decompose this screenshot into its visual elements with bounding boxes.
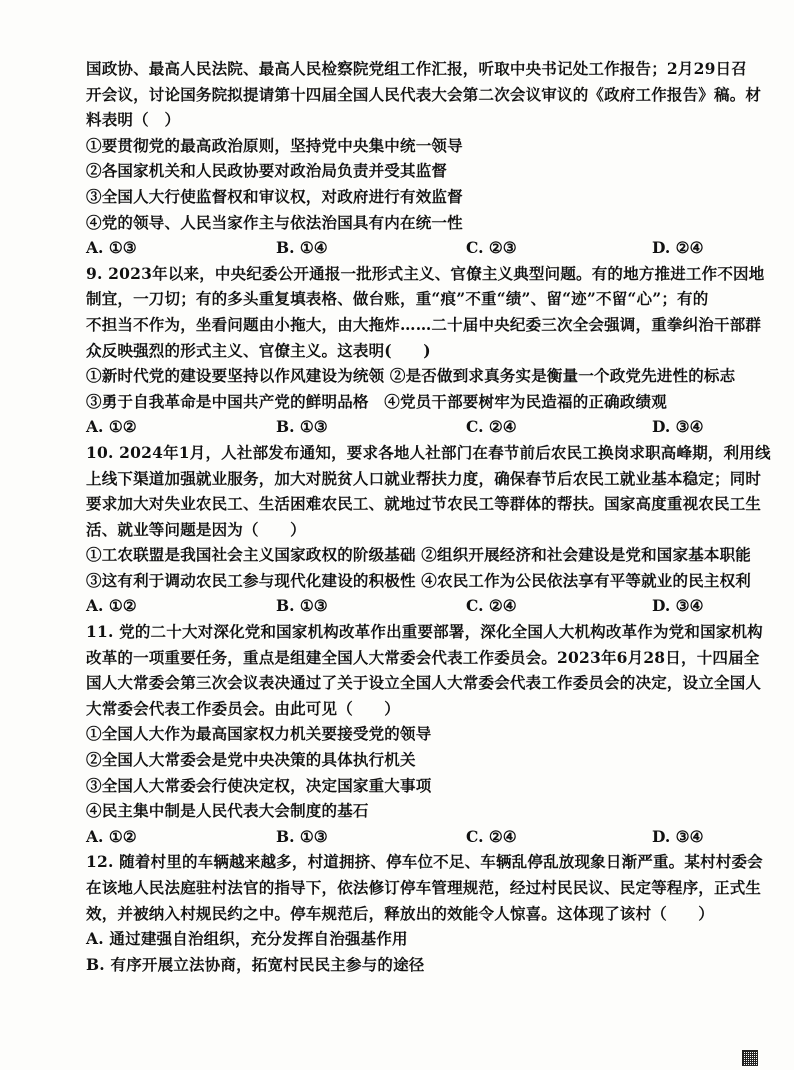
q8-stem-line-1: 国政协、最高人民法院、最高人民检察院党组工作汇报，听取中央书记处工作报告；2月29日召 <box>86 59 747 78</box>
q10-stem-line-2: 上线下渠道加强就业服务，加大对脱贫人口就业帮扶力度，确保春节后农民工就业基本稳定；同时 <box>86 468 762 488</box>
q11-stem-line-4: 大常委会代表工作委员会。由此可见（ ） <box>86 698 401 718</box>
q8-statement-2: ②各国家机关和人民政协要对政治局负责并受其监督 <box>86 161 448 181</box>
q8-stem-line-3: 料表明（ ） <box>86 110 181 130</box>
q10-option-d: D. ③④ <box>652 596 704 616</box>
q9-stem-line-1: 9. 2023年以来，中央纪委公开通报一批形式主义、官僚主义典型问题。有的地方推进工作不因地 <box>86 263 765 283</box>
q11-statement-3: ③全国人大常委会行使决定权，决定国家重大事项 <box>86 775 432 795</box>
q9-statements-1-2: ①新时代党的建设要坚持以作风建设为统领 ②是否做到求真务实是衡量一个政党先进性的标志 <box>86 366 736 386</box>
q10-stem-line-4: 活、就业等问题是因为（ ） <box>86 519 306 539</box>
q8-statement-4: ④党的领导、人民当家作主与依法治国具有内在统一性 <box>86 212 463 232</box>
q11-options <box>86 824 776 850</box>
q8-stem-line-2: 开会议，讨论国务院拟提请第十四届全国人民代表大会第二次会议审议的《政府工作报告》稿。材 <box>86 84 762 104</box>
q9-option-b: B. ①③ <box>276 417 328 437</box>
q11-stem-line-2: 改革的一项重要任务，重点是组建全国人大常委会代表工作委员会。2023年6月28日，十四届全 <box>86 647 760 667</box>
q11-statement-2: ②全国人大常委会是党中央决策的具体执行机关 <box>86 750 416 770</box>
q10-option-c: C. ②④ <box>466 596 517 616</box>
q9-option-d: D. ③④ <box>652 417 704 437</box>
q8-option-c: C. ②③ <box>466 238 517 258</box>
q11-option-d: D. ③④ <box>652 826 704 846</box>
q10-options <box>86 593 776 619</box>
q11-statement-4: ④民主集中制是人民代表大会制度的基石 <box>86 801 369 821</box>
q12-stem-line-3: 效，并被纳入村规民约之中。停车规范后，释放出的效能令人惊喜。这体现了该村（ ） <box>86 903 715 923</box>
q9-statements-3-4: ③勇于自我革命是中国共产党的鲜明品格 ④党员干部要树牢为民造福的正确政绩观 <box>86 391 667 411</box>
q9-option-c: C. ②④ <box>466 417 517 437</box>
q8-options <box>86 235 776 261</box>
q11-option-c: C. ②④ <box>466 826 517 846</box>
q10-stem-line-3: 要求加大对失业农民工、生活困难农民工、就地过节农民工等群体的帮扶。国家高度重视农民工生 <box>86 494 762 514</box>
q10-option-b: B. ①③ <box>276 596 328 616</box>
q12-stem-line-1: 12. 随着村里的车辆越来越多，村道拥挤、停车位不足、车辆乱停乱放现象日渐严重。某村村委会 <box>86 852 763 872</box>
q12-option-a: A. 通过建强自治组织，充分发挥自治强基作用 <box>86 929 408 949</box>
q8-option-b: B. ①④ <box>276 238 328 258</box>
q9-stem-line-4: 众反映强烈的形式主义、官僚主义。这表明( ) <box>86 340 431 360</box>
q12-stem-line-2: 在该地人民法庭驻村法官的指导下，依法修订停车管理规范，经过村民民议、民定等程序，正式生 <box>86 878 762 897</box>
q11-option-a: A. ①② <box>86 826 137 846</box>
q8-statement-3: ③全国人大行使监督权和审议权，对政府进行有效监督 <box>86 186 463 206</box>
q12-option-b: B. 有序开展立法协商，拓宽村民民主参与的途径 <box>86 954 425 974</box>
q8-statement-1: ①要贯彻党的最高政治原则，坚持党中央集中统一领导 <box>86 135 463 155</box>
q8-option-a: A. ①③ <box>86 238 137 258</box>
q11-statement-1: ①全国人大作为最高国家权力机关要接受党的领导 <box>86 724 432 744</box>
q8-option-d: D. ②④ <box>652 238 704 258</box>
qr-code-icon <box>742 1050 758 1066</box>
q11-option-b: B. ①③ <box>276 826 328 846</box>
q10-stem-line-1: 10. 2024年1月，人社部发布通知，要求各地人社部门在春节前后农民工换岗求职高峰期，利用线 <box>86 442 771 462</box>
q11-stem-line-3: 国人大常委会第三次会议表决通过了关于设立全国人大常委会代表工作委员会的决定，设立全国人 <box>86 673 762 693</box>
exam-content <box>86 56 776 977</box>
q10-statements-3-4: ③这有利于调动农民工参与现代化建设的积极性 ④农民工作为公民依法享有平等就业的民主权利 <box>86 570 751 590</box>
q9-option-a: A. ①② <box>86 417 137 437</box>
q9-options <box>86 414 776 440</box>
q11-stem-line-1: 11. 党的二十大对深化党和国家机构改革作出重要部署，深化全国人大机构改革作为党和国家机构 <box>86 622 763 642</box>
q10-option-a: A. ①② <box>86 596 137 616</box>
q10-statements-1-2: ①工农联盟是我国社会主义国家政权的阶级基础 ②组织开展经济和社会建设是党和国家基本职能 <box>86 545 751 565</box>
q9-stem-line-3: 不担当不作为，坐看问题由小拖大，由大拖炸……二十届中央纪委三次全会强调，重拳纠治干部群 <box>86 314 762 334</box>
q9-stem-line-2: 制宜，一刀切；有的多头重复填表格、做台账，重“痕”不重“绩”、留“迹”不留“心”；有的 <box>86 289 709 309</box>
